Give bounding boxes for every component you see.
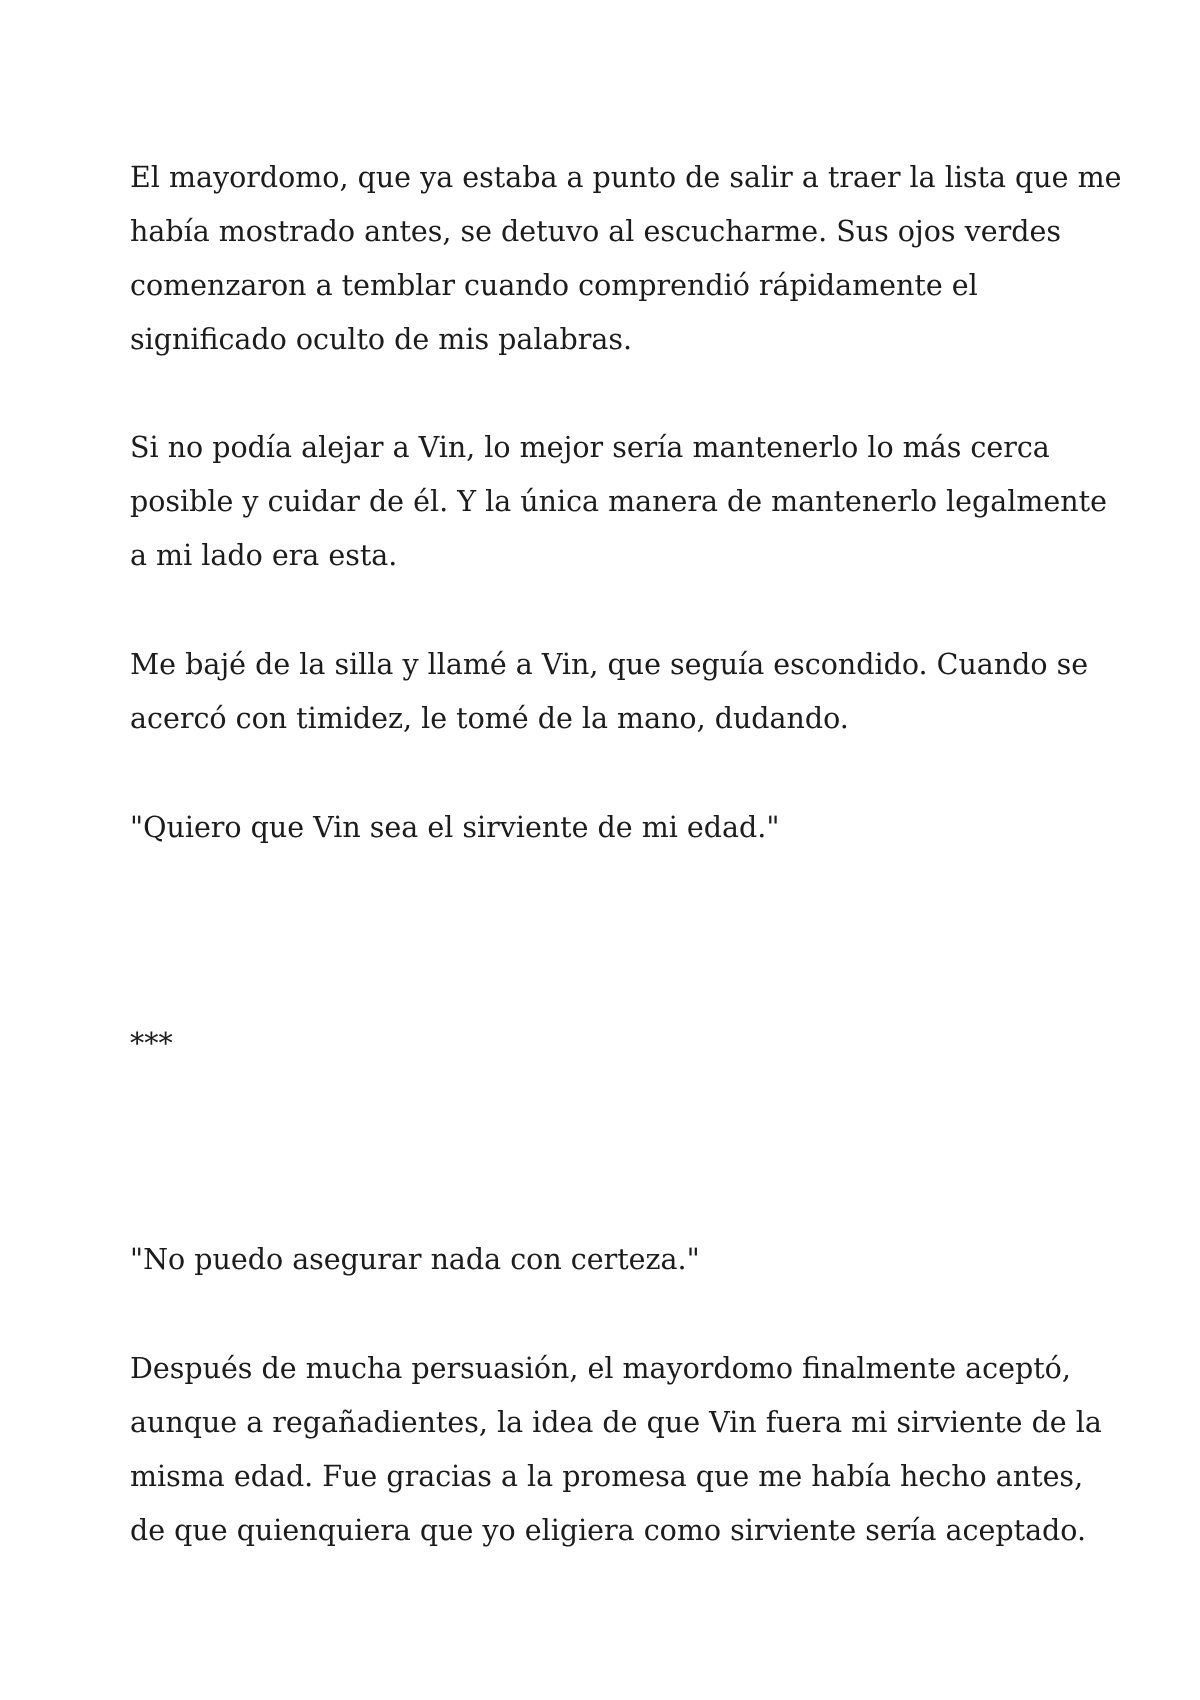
text-line: El mayordomo, que ya estaba a punto de salir a traer la lista que me [130, 161, 1122, 194]
paragraph-called-vin [130, 638, 1088, 746]
scene-separator [130, 1017, 173, 1071]
text-line: acercó con timidez, le tomé de la mano, dudando. [130, 702, 849, 735]
separator-asterisks: *** [130, 1027, 173, 1060]
text-line: posible y cuidar de él. Y la única manera de mantenerlo legalmente [130, 485, 1107, 518]
text-line: Me bajé de la silla y llamé a Vin, que seguía escondido. Cuando se [130, 648, 1089, 681]
paragraph-butler-accepted [130, 1342, 1102, 1558]
paragraph-keep-vin-close [130, 421, 1107, 583]
text-line: aunque a regañadientes, la idea de que Vin fuera mi sirviente de la [130, 1406, 1102, 1439]
text-line: de que quienquiera que yo eligiera como sirviente sería aceptado. [130, 1514, 1087, 1547]
dialogue-quote-servant [130, 801, 779, 855]
text-line: Después de mucha persuasión, el mayordomo finalmente aceptó, [130, 1352, 1071, 1385]
text-line: Si no podía alejar a Vin, lo mejor sería mantenerlo lo más cerca [130, 431, 1050, 464]
text-line: misma edad. Fue gracias a la promesa que me había hecho antes, [130, 1460, 1084, 1493]
paragraph-butler-reaction [130, 151, 1121, 367]
text-line: significado oculto de mis palabras. [130, 323, 633, 356]
text-line: "No puedo asegurar nada con certeza." [130, 1243, 700, 1276]
dialogue-quote-certainty [130, 1233, 700, 1287]
text-line: a mi lado era esta. [130, 539, 398, 572]
text-line: "Quiero que Vin sea el sirviente de mi edad." [130, 811, 780, 844]
text-line: había mostrado antes, se detuvo al escucharme. Sus ojos verdes [130, 215, 1061, 248]
text-line: comenzaron a temblar cuando comprendió rápidamente el [130, 269, 978, 302]
